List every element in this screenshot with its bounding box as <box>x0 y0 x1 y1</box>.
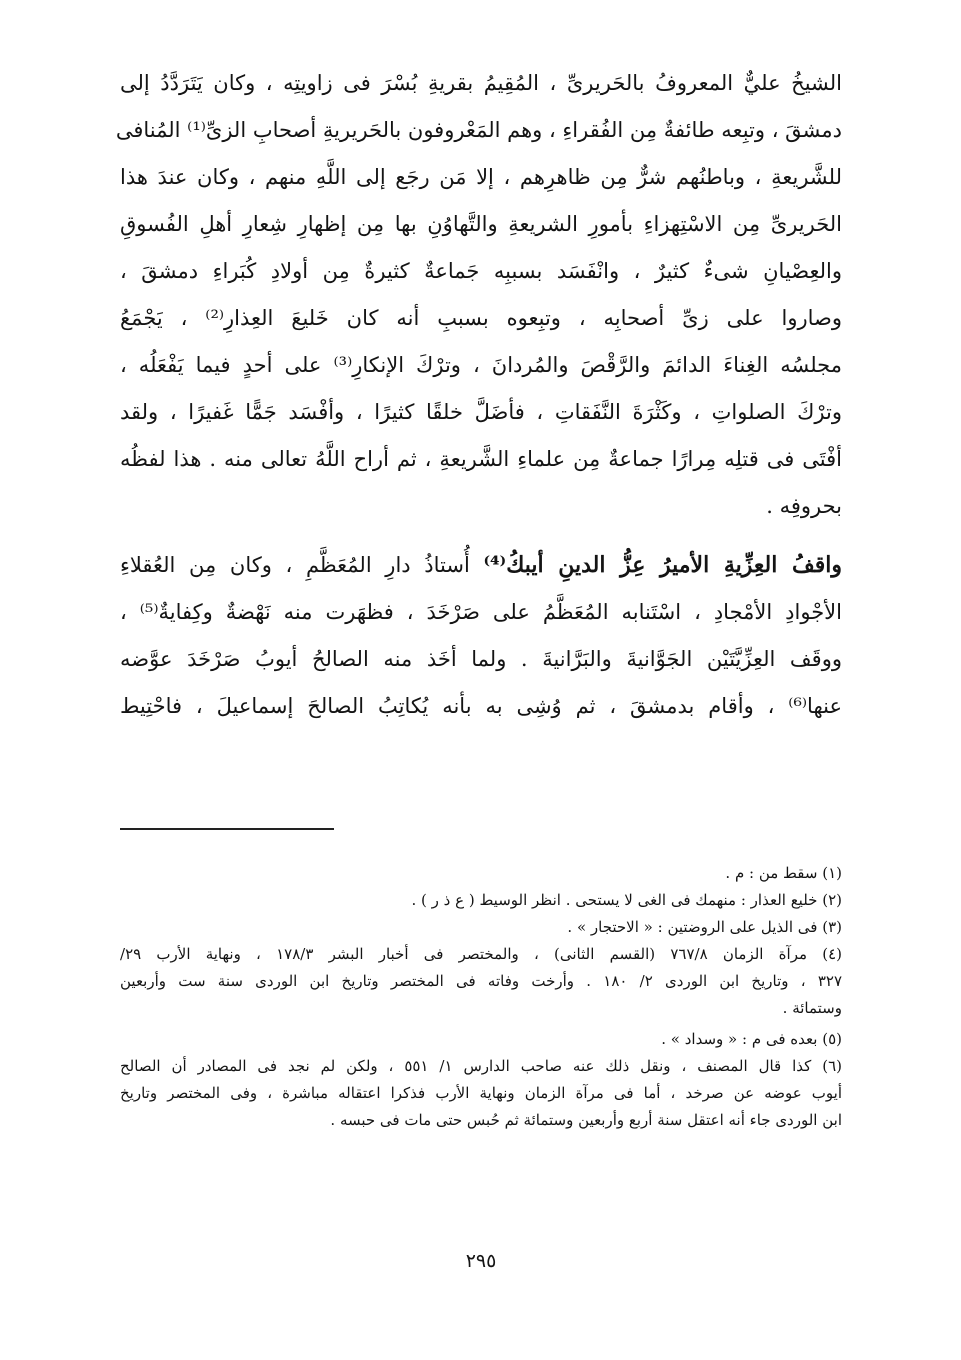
footnote-3: (٣) فى الذيل على الروضتين : « الاحتجار » . <box>567 918 842 936</box>
footnote-1: (١) سقط من : م . <box>725 864 842 882</box>
text-line: الشيخُ عليٌّ المعروفُ بالحَريرىِّ ، المُقِيمُ بقريةِ بُسْرَ فى زاويتِه ، وكان يَتَرَدَّدُ إلى <box>120 71 842 95</box>
text-line: والعِصْيانِ شىءٌ كثيرٌ ، وانْفَسَد بسببِه جَماعةٌ كثيرةٌ مِن أولادِ كُبَراءِ دمشقَ ، <box>120 259 842 283</box>
footnote-2: (٢) خليع العذار : منهمك فى الغى لا يستحى . انظر الوسيط ( ع ذ ر ) . <box>411 891 842 909</box>
footnote-separator <box>120 828 334 830</box>
text-line: مجلسُه الغِناءَ الدائمَ والرَّقْصَ والمُردانَ ، وترْكَ الإنكارِ⁽³⁾ على أحدٍ فيما يَفْعَلُه ، <box>120 353 842 377</box>
text-line: وصاروا على زىِّ أصحابِه ، وتبِعوه بسببِ أنه كان خَليعَ العِذارِ⁽²⁾ ، يَجْمَعُ <box>120 306 842 330</box>
text-line: وترْكَ الصلواتِ ، وكَثْرَةَ النَّفَقاتِ ، فأضَلَّ خلقًا كثيرًا ، وأفْسَد جَمًّا غَفيرًا ، ولقد <box>120 400 842 424</box>
footnote-4-line: وستمائة . <box>782 999 842 1017</box>
page-number: ٢٩٥ <box>465 1250 497 1272</box>
footnote-4-line: (٤) مرآة الزمان ٧٦٧/٨ (القسم الثانى) ، والمختصر فى أخبار البشر ١٧٨/٣ ، ونهاية الأرب ٢٩/ <box>120 945 843 963</box>
footnote-6-line: ابن الوردى جاء أنه اعتقل سنة أربع وأربعين وستمائة ثم حُبس حتى مات فى حبسه . <box>330 1111 842 1129</box>
text-line-with-heading <box>120 542 842 589</box>
footnote-6-line: (٦) كذا قال المصنف ، ونقل ذلك عنه صاحب الدارس ١/ ٥٥١ ، ولكن لم نجد فى المصادر أن الصالح <box>120 1057 843 1075</box>
entry-heading-continuation: أُستاذُ دارِ المُعَظَّمِ ، وكان مِن العُقلاءِ <box>120 553 484 577</box>
text-line: عنها⁽⁶⁾ ، وأقام بدمشقَ ، ثم وُشِى به بأنه يُكاتِبُ الصالحَ إسماعيلَ ، فاحْتِيط <box>120 694 842 718</box>
footnote-4-line: ٣٢٧ ، وتاريخ ابن الوردى ٢/ ١٨٠ . وأرخت وفاته فى المختصر وتاريخ ابن الوردى سنة ست وأربعين <box>120 972 842 990</box>
entry-heading: واقفُ العِزِّيةِ الأميرُ عِزُّ الدينِ أيبكُ⁽⁴⁾ <box>483 552 842 578</box>
footnotes <box>120 860 842 1134</box>
footnote-5: (٥) بعده فى م : « وسداد » . <box>661 1030 842 1048</box>
text-line: الحَريرىِّ مِن الاسْتِهزاءِ بأمورِ الشريعةِ والتَّهاوُنِ بها مِن إظهارِ شِعارِ أهلِ الفُسوقِ <box>120 212 842 236</box>
footnote-6-line: أيوب عوضه عن صرخد ، أما فى مرآة الزمان ونهاية الأرب فذكرا اعتقاله مباشرة ، وفى المختصر وتاريخ <box>120 1084 842 1102</box>
paragraph-gap <box>120 530 842 542</box>
text-line: ووقَف العِزِّيَّتَيْن الجَوَّانيةَ والبَرَّانيةَ . ولما أخَذ منه الصالحُ أيوبُ صَرْخَدَ عوَّضه <box>120 647 842 671</box>
text-line: بحروفِه . <box>766 494 842 518</box>
text-line: للشَّريعةِ ، وباطنُهم شرٌّ مِن ظاهرِهم ، إلا مَن رجَع إلى اللَّهِ منهم ، وكان عندَ هذا <box>120 165 842 189</box>
text-line: أفْتَى فى قتلِه مِرارًا جماعةٌ مِن علماءِ الشَّريعةِ ، ثم أراح اللَّهُ تعالى منه . هذا لفظُه <box>120 447 842 471</box>
text-line: دمشقَ ، وتبِعه طائفةٌ مِن الفُقراءِ ، وهم المَعْروفون بالحَريريةِ أصحابِ الزىِّ⁽¹⁾ المُنافى <box>115 118 842 142</box>
main-text <box>115 60 842 730</box>
text-line: الأجْوادِ الأمْجادِ ، اسْتَنابه المُعَظَّمُ على صَرْخَدَ ، فظهَرت منه نَهْضةٌ وكِفايةٌ⁽⁵⁾ ، <box>120 600 842 624</box>
book-page <box>115 60 843 1320</box>
